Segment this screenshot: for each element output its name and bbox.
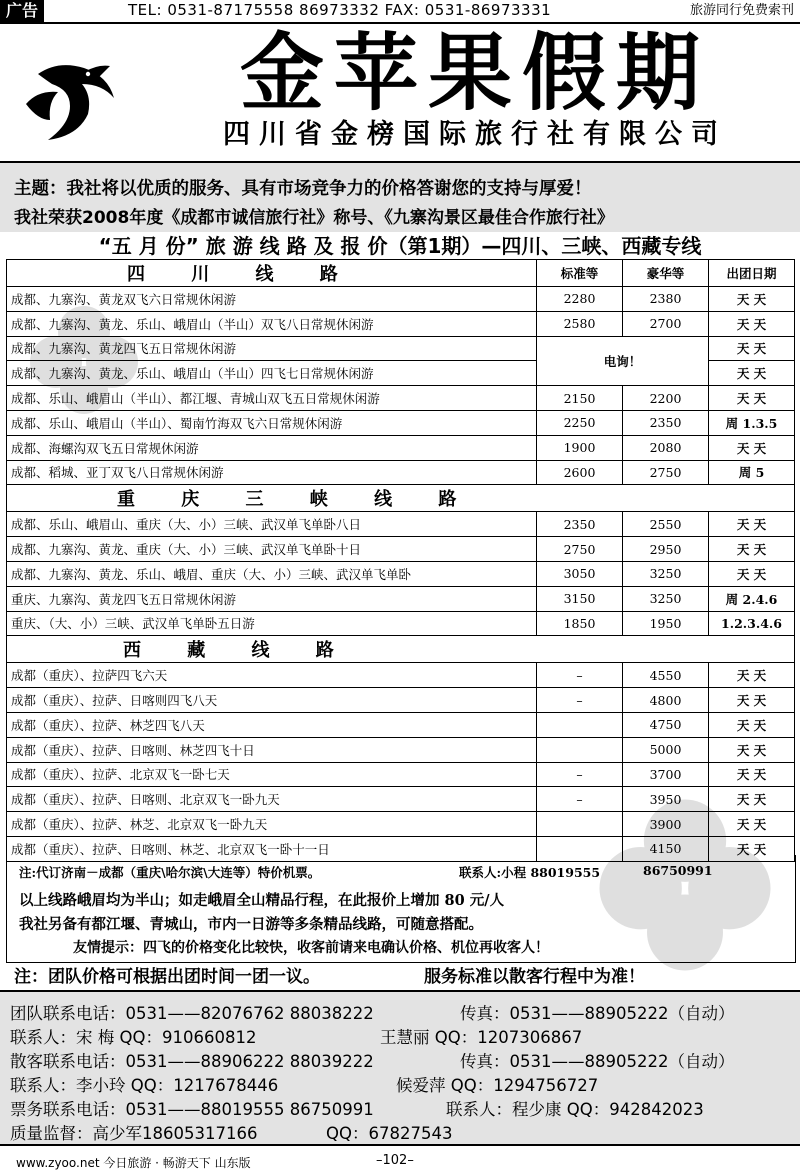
luxury-price: 1950 <box>623 611 709 636</box>
group-price-note-1: 注：团队价格可根据出团时间一团一议。 <box>14 967 320 987</box>
departure-date: 1.2.3.4.6 <box>709 611 795 636</box>
luxury-price: 3950 <box>623 787 709 812</box>
price-table <box>6 259 795 862</box>
ticket-note <box>19 863 713 881</box>
table-row <box>7 611 795 636</box>
luxury-price: 2380 <box>623 287 709 312</box>
departure-date: 周 5 <box>709 460 795 485</box>
route-cell: 成都、乐山、峨眉山、重庆（大、小）三峡、武汉单飞单卧八日 <box>7 512 537 537</box>
standard-price: 2150 <box>537 386 623 411</box>
luxury-price: 4550 <box>623 663 709 688</box>
luxury-price: 2750 <box>623 460 709 485</box>
departure-date: 天 天 <box>709 812 795 837</box>
route-cell: 重庆、九寨沟、黄龙四飞五日常规休闲游 <box>7 586 537 611</box>
table-row <box>7 311 795 336</box>
standard-price: 2250 <box>537 410 623 435</box>
departure-date: 天 天 <box>709 836 795 861</box>
ticket-note-text: 注:代订济南－成都（重庆\哈尔滨\大连等）特价机票。 <box>19 865 321 880</box>
route-cell: 成都、稻城、亚丁双飞八日常规休闲游 <box>7 460 537 485</box>
standard-price <box>537 712 623 737</box>
footer <box>0 1150 800 1172</box>
departure-date: 天 天 <box>709 663 795 688</box>
table-row <box>7 688 795 713</box>
price-inquiry-cell: 电询！ <box>537 336 709 386</box>
standard-price: 2580 <box>537 311 623 336</box>
standard-price: 1900 <box>537 435 623 460</box>
route-cell: 成都（重庆）、拉萨、林芝四飞八天 <box>7 712 537 737</box>
swan-logo-icon <box>18 44 128 154</box>
ticket-phone-2: 86750991 <box>643 863 713 878</box>
section-title: 重 庆 三 峡 线 路 <box>7 485 795 512</box>
luxury-price: 2350 <box>623 410 709 435</box>
group-price-note <box>14 962 645 987</box>
supervisor-qq: QQ：67827543 <box>326 1124 453 1143</box>
route-cell: 成都、九寨沟、黄龙双飞六日常规休闲游 <box>7 287 537 312</box>
col-header-departure: 出团日期 <box>709 260 795 287</box>
table-row <box>7 812 795 837</box>
free-catalog-label: 旅游同行免费索刊 <box>689 3 794 18</box>
departure-date: 天 天 <box>709 712 795 737</box>
departure-date: 天 天 <box>709 336 795 361</box>
route-cell: 成都、乐山、峨眉山（半山）、都江堰、青城山双飞五日常规休闲游 <box>7 386 537 411</box>
extra-routes-note: 我社另备有都江堰、青城山，市内一日游等多条精品线路，可随意搭配。 <box>19 916 483 933</box>
route-cell: 成都（重庆）、拉萨、日喀则、北京双飞一卧九天 <box>7 787 537 812</box>
group-contact-2: 王慧丽 QQ：1207306867 <box>380 1028 583 1047</box>
route-cell: 成都、九寨沟、黄龙四飞五日常规休闲游 <box>7 336 537 361</box>
ticket-contact: 联系人:小程 88019555 <box>459 865 601 880</box>
fit-contact-2: 候爱萍 QQ：1294756727 <box>396 1076 599 1095</box>
group-fax: 传真：0531——88905222（自动） <box>460 1004 735 1023</box>
luxury-price: 2080 <box>623 435 709 460</box>
table-row <box>7 787 795 812</box>
section-title: 西 藏 线 路 <box>7 636 795 663</box>
ticket-tel: 票务联系电话：0531——88019555 86750991 <box>10 1100 374 1119</box>
route-cell: 成都、乐山、峨眉山（半山）、蜀南竹海双飞六日常规休闲游 <box>7 410 537 435</box>
section-header-chongqing <box>7 485 795 512</box>
standard-price: – <box>537 762 623 787</box>
luxury-price: 5000 <box>623 737 709 762</box>
emei-note: 以上线路峨眉均为半山；如走峨眉全山精品行程，在此报价上增加 80 元/人 <box>19 892 505 909</box>
page-number: –102– <box>376 1153 414 1168</box>
departure-date: 天 天 <box>709 311 795 336</box>
route-cell: 成都、九寨沟、黄龙、乐山、峨眉山（半山）双飞八日常规休闲游 <box>7 311 537 336</box>
luxury-price: 2700 <box>623 311 709 336</box>
theme-line-1: 主题：我社将以优质的服务、具有市场竞争力的价格答谢您的支持与厚爱！ <box>14 179 592 199</box>
route-cell: 成都、九寨沟、黄龙、重庆（大、小）三峡、武汉单飞单卧十日 <box>7 537 537 562</box>
table-row <box>7 386 795 411</box>
ticket-contact-person: 联系人：程少康 QQ：942842023 <box>446 1100 704 1119</box>
standard-price: – <box>537 688 623 713</box>
table-row <box>7 663 795 688</box>
departure-date: 天 天 <box>709 361 795 386</box>
departure-date: 天 天 <box>709 787 795 812</box>
route-cell: 成都（重庆）、拉萨、日喀则四飞八天 <box>7 688 537 713</box>
departure-date: 天 天 <box>709 762 795 787</box>
luxury-price: 4150 <box>623 836 709 861</box>
route-cell: 成都、九寨沟、黄龙、乐山、峨眉山（半山）四飞七日常规休闲游 <box>7 361 537 386</box>
standard-price: 2600 <box>537 460 623 485</box>
table-row <box>7 336 795 361</box>
route-cell: 重庆、（大、小）三峡、武汉单飞单卧五日游 <box>7 611 537 636</box>
fit-fax: 传真：0531——88905222（自动） <box>460 1052 735 1071</box>
standard-price: 3050 <box>537 561 623 586</box>
footer-site: www.zyoo.net 今日旅游 · 畅游天下 山东版 <box>16 1156 251 1170</box>
theme-line-2: 我社荣获2008年度《成都市诚信旅行社》称号、《九寨沟景区最佳合作旅行社》 <box>14 208 614 228</box>
tel-fax-line: TEL: 0531-87175558 86973332 FAX: 0531-86973331 <box>128 0 551 23</box>
table-row <box>7 287 795 312</box>
standard-price: 1850 <box>537 611 623 636</box>
price-table-wrap <box>6 259 794 862</box>
luxury-price: 4800 <box>623 688 709 713</box>
notes-box <box>6 855 796 963</box>
quality-supervisor: 质量监督：高少军18605317166 <box>10 1124 258 1143</box>
section-header-tibet <box>7 636 795 663</box>
table-row <box>7 737 795 762</box>
luxury-price: 2200 <box>623 386 709 411</box>
theme-band <box>0 161 800 232</box>
departure-date: 天 天 <box>709 386 795 411</box>
ad-badge: 广告 <box>0 0 44 22</box>
standard-price <box>537 737 623 762</box>
table-row <box>7 435 795 460</box>
departure-date: 天 天 <box>709 435 795 460</box>
table-row <box>7 561 795 586</box>
luxury-price: 3250 <box>623 586 709 611</box>
table-row <box>7 512 795 537</box>
departure-date: 周 2.4.6 <box>709 586 795 611</box>
table-row <box>7 712 795 737</box>
route-cell: 成都（重庆）、拉萨、北京双飞一卧七天 <box>7 762 537 787</box>
table-row <box>7 586 795 611</box>
departure-date: 天 天 <box>709 512 795 537</box>
route-cell: 成都、九寨沟、黄龙、乐山、峨眉、重庆（大、小）三峡、武汉单飞单卧 <box>7 561 537 586</box>
fit-tel: 散客联系电话：0531——88906222 88039222 <box>10 1052 374 1071</box>
col-header-standard: 标准等 <box>537 260 623 287</box>
section-title: 四 川 线 路 <box>7 260 537 287</box>
departure-date: 天 天 <box>709 287 795 312</box>
luxury-price: 4750 <box>623 712 709 737</box>
route-cell: 成都、海螺沟双飞五日常规休闲游 <box>7 435 537 460</box>
group-tel: 团队联系电话：0531——82076762 88038222 <box>10 1004 374 1023</box>
departure-date: 周 1.3.5 <box>709 410 795 435</box>
group-price-note-2: 服务标准以散客行程中为准！ <box>424 967 645 987</box>
luxury-price: 3900 <box>623 812 709 837</box>
standard-price: 3150 <box>537 586 623 611</box>
route-cell: 成都（重庆）、拉萨、林芝、北京双飞一卧九天 <box>7 812 537 837</box>
fit-contact-1: 联系人：李小玲 QQ：1217678446 <box>10 1076 279 1095</box>
standard-price: – <box>537 787 623 812</box>
route-title: “五 月 份” 旅 游 线 路 及 报 价（第1期）—四川、三峡、西藏专线 <box>98 234 702 258</box>
company-name: 四川省金榜国际旅行社有限公司 <box>223 119 727 150</box>
brand-name: 金苹果假期 <box>239 23 710 122</box>
reminder-note: 友情提示：四飞的价格变化比较快，收客前请来电确认价格、机位再收客人！ <box>73 940 549 956</box>
departure-date: 天 天 <box>709 561 795 586</box>
section-header-sichuan <box>7 260 795 287</box>
table-row <box>7 410 795 435</box>
departure-date: 天 天 <box>709 688 795 713</box>
standard-price: 2280 <box>537 287 623 312</box>
standard-price: – <box>537 663 623 688</box>
route-cell: 成都（重庆）、拉萨四飞六天 <box>7 663 537 688</box>
luxury-price: 3250 <box>623 561 709 586</box>
luxury-price: 3700 <box>623 762 709 787</box>
group-contact-1: 联系人：宋 梅 QQ：910660812 <box>10 1028 257 1047</box>
table-row <box>7 537 795 562</box>
contact-box <box>0 990 800 1146</box>
standard-price <box>537 812 623 837</box>
departure-date: 天 天 <box>709 537 795 562</box>
standard-price: 2750 <box>537 537 623 562</box>
standard-price: 2350 <box>537 512 623 537</box>
table-row <box>7 762 795 787</box>
luxury-price: 2550 <box>623 512 709 537</box>
luxury-price: 2950 <box>623 537 709 562</box>
table-row <box>7 460 795 485</box>
route-cell: 成都（重庆）、拉萨、日喀则、林芝四飞十日 <box>7 737 537 762</box>
route-cell: 成都（重庆）、拉萨、日喀则、林芝、北京双飞一卧十一日 <box>7 836 537 861</box>
departure-date: 天 天 <box>709 737 795 762</box>
top-bar <box>0 0 800 24</box>
col-header-luxury: 豪华等 <box>623 260 709 287</box>
